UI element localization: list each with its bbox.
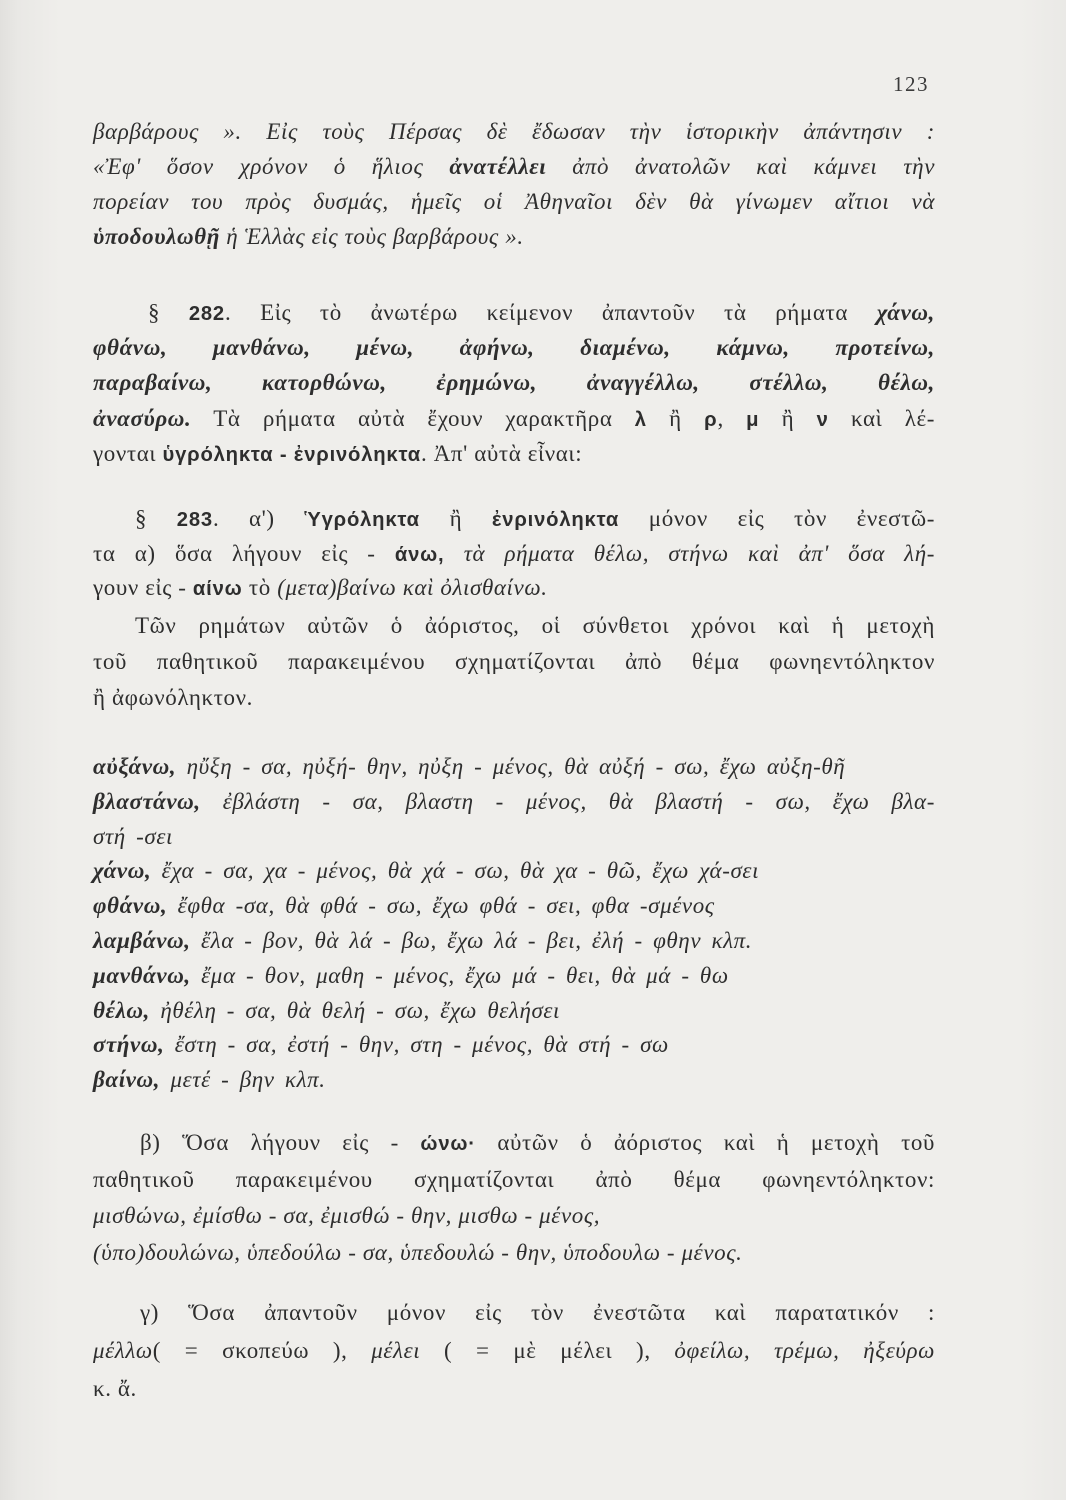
bold-italic-term: χάνω, [93, 858, 152, 884]
italic-text: ηὔξη - σα, ηὐξή- θην, ηὐξη - μένος, θὰ αὐξή - σω, ἔχω αὐξη-θῆ [176, 754, 846, 779]
section-282-paragraph [93, 295, 935, 471]
bold-italic-term: χάνω, [876, 300, 935, 325]
text-run: τοῦ παθητικοῦ παρακειμένου σχηματίζονται ἀπὸ θέμα φωνηεντόληκτον [93, 649, 935, 674]
italic-text: ἠθέλη - σα, θὰ θελή - σω, ἔχω θελήσει [149, 997, 561, 1023]
bold-italic-term: βλαστάνω, [93, 788, 201, 814]
text-run: ἢ ἀφωνόληκτον. [93, 685, 253, 710]
italic-text: ἔστη - σα, ἐστή - θην, στη - μένος, θὰ στή - σω [164, 1032, 669, 1058]
text-run: . Ἀπ' αὐτὰ εἶναι: [421, 440, 583, 466]
text-run: τὸ [242, 575, 278, 600]
bold-italic-term: ὑποδουλωθῇ [93, 224, 220, 249]
bold-italic-term: στήνω, [93, 1032, 165, 1058]
italic-text: (μετα)βαίνω καὶ ὀλισθαίνω. [277, 575, 548, 600]
section-282-line [93, 330, 935, 365]
italic-text: μετέ - βην κλπ. [160, 1067, 326, 1093]
bold-term: ἐνρινόληκτα [491, 509, 620, 531]
italic-text: ἐβλάστη - σα, βλαστη - μένος, θὰ βλαστή - σω, ἔχω βλα- [200, 788, 935, 814]
beta-example-line [93, 1234, 935, 1271]
bold-italic-term: λαμβάνω, [93, 927, 191, 953]
quote-line [93, 114, 935, 149]
text-run: ἢ [419, 506, 492, 531]
text-run: τα α) ὅσα λήγουν εἰς - [93, 540, 395, 566]
italic-text: μισθώνω, ἐμίσθω - σα, ἐμισθώ - θην, μισθω - μένος, [93, 1203, 601, 1228]
bold-italic-term: ἀνατέλλει [449, 154, 547, 179]
text-run: γ) Ὅσα ἀπαντοῦν μόνον εἰς τὸν ἐνεστῶτα καὶ παρατατικόν : [140, 1300, 935, 1325]
section-282-line [93, 436, 935, 471]
text-run: μόνον εἰς τὸν ἐνεστῶ- [619, 506, 935, 531]
beta-example-line [93, 1197, 935, 1234]
quote-paragraph [93, 114, 935, 254]
bold-term: ρ [704, 408, 718, 431]
italic-text: ἡ Ἑλλὰς εἰς τοὺς βαρβάρους ». [219, 224, 524, 249]
text-run: καὶ λέ- [828, 405, 936, 431]
text-run: ἢ [646, 405, 705, 431]
verb-entry-line [93, 820, 935, 855]
italic-text: βαρβάρους ». Εἰς τοὺς Πέρσας δὲ ἔδωσαν τὴν ἱστορικὴν ἀπάντησιν : [93, 119, 935, 144]
verb-entry-line [93, 1063, 935, 1098]
section-283-rule-line [93, 644, 935, 680]
text-run: § [135, 506, 177, 531]
text-run: Τὰ ρήματα αὐτὰ ἔχουν χαρακτῆρα [191, 405, 635, 431]
text-run: γονται [93, 440, 163, 466]
bold-term: 282 [188, 303, 225, 325]
bold-italic-term: παραβαίνω, κατορθώνω, ἐρημώνω, ἀναγγέλλω, στέλλω, θέλω, [93, 370, 935, 396]
verb-entry-line [93, 959, 935, 994]
italic-text: ἔφθα -σα, θὰ φθά - σω, ἔχω φθά - σει, φθα -σμένος [167, 893, 715, 919]
verb-conjugation-list [93, 750, 935, 1098]
page-number: 123 [893, 72, 929, 96]
verb-entry-line [93, 994, 935, 1029]
verb-entry-line [93, 924, 935, 959]
verb-entry-line [93, 1028, 935, 1063]
section-283-paragraph [93, 502, 935, 606]
italic-text: μέλει [371, 1338, 421, 1363]
italic-text: (ὑπο)δουλώνω, ὑπεδούλω - σα, ὑπεδουλώ - θην, ὑποδουλω - μένος. [93, 1240, 743, 1265]
section-283-beta-examples [93, 1197, 935, 1271]
text-run: β) Ὅσα λήγουν εἰς - [140, 1130, 421, 1155]
bold-italic-term: ἀνασύρω. [93, 405, 192, 431]
italic-text: «Ἐφ' ὅσον χρόνον ὁ ἥλιος [93, 154, 450, 179]
italic-text: ἔχα - σα, χα - μένος, θὰ χά - σω, θὰ χα - θῶ, ἔχω χά-σει [151, 858, 760, 884]
italic-text: τὰ ρήματα θέλω, στήνω καὶ ἀπ' ὅσα λή- [444, 540, 935, 566]
italic-text: μέλλω [93, 1338, 153, 1363]
bold-term: λ [634, 408, 647, 431]
bold-term: ν [816, 408, 829, 431]
text-run: ἢ [759, 405, 817, 431]
bold-italic-term: βαίνω, [93, 1067, 161, 1093]
section-283-beta-line [93, 1125, 935, 1162]
bold-italic-term: φθάνω, [93, 893, 168, 919]
text-run: ( = σκοπεύω ), [152, 1338, 372, 1363]
quote-line [93, 184, 935, 219]
text-run: Τῶν ρημάτων αὐτῶν ὁ ἀόριστος, οἱ σύνθετοι χρόνοι καὶ ἡ μετοχὴ [135, 613, 935, 638]
bold-term: ὑγρόληκτα - ἐνρινόληκτα [162, 443, 422, 466]
text-run: παθητικοῦ παρακειμένου σχηματίζονται ἀπὸ θέμα φωνηεντόληκτον: [93, 1166, 935, 1192]
section-283-rule-line [93, 680, 935, 716]
text-run: § [148, 300, 189, 325]
bold-term: αίνω [192, 578, 243, 600]
section-283-gamma-line [93, 1294, 935, 1332]
verb-entry-line [93, 854, 935, 889]
section-282-line [93, 295, 935, 330]
section-283-beta-line [93, 1162, 935, 1199]
section-283-gamma-line [93, 1332, 935, 1370]
section-283-line [93, 537, 935, 572]
section-283-gamma-line [93, 1370, 935, 1408]
italic-text: ἀπὸ ἀνατολῶν καὶ κάμνει τὴν [546, 154, 935, 179]
bold-term: 283 [176, 509, 213, 531]
section-283-line [93, 502, 935, 537]
verb-entry-line [93, 889, 935, 924]
text-run: ( = μὲ μέλει ), [420, 1338, 675, 1363]
quote-line [93, 149, 935, 184]
italic-text: ἔμα - θον, μαθη - μένος, ἔχω μά - θει, θὰ μά - θω [190, 962, 729, 988]
bold-italic-term: μανθάνω, [93, 962, 191, 988]
section-283-rule-paragraph [93, 608, 935, 716]
quote-line [93, 219, 935, 254]
section-282-line [93, 401, 935, 436]
section-282-line [93, 365, 935, 400]
italic-text: ἔλα - βον, θὰ λά - βω, ἔχω λά - βει, ἐλή - φθην κλπ. [190, 927, 753, 953]
text-run: . α') [212, 506, 305, 531]
bold-italic-term: αὐξάνω, [93, 754, 177, 779]
section-283-rule-line [93, 608, 935, 644]
bold-term: Ὑγρόληκτα [304, 509, 420, 531]
text-run: , [717, 405, 747, 431]
text-run: . Εἰς τὸ ἀνωτέρω κείμενον ἀπαντοῦν τὰ ρήματα [225, 300, 877, 325]
section-283-gamma-paragraph [93, 1294, 935, 1408]
italic-text: ὀφείλω, τρέμω, ἠξεύρω [674, 1338, 935, 1363]
italic-text: πορείαν του πρὸς δυσμάς, ἡμεῖς οἱ Ἀθηναῖοι δὲν θὰ γίνωμεν αἴτιοι νὰ [93, 189, 935, 214]
verb-entry-line [93, 750, 935, 785]
section-283-beta-paragraph [93, 1125, 935, 1198]
text-run: γουν εἰς - [93, 575, 193, 600]
verb-entry-line [93, 785, 935, 820]
bold-italic-term: θέλω, [93, 997, 150, 1023]
text-run: κ. ἄ. [93, 1376, 137, 1401]
bold-italic-term: φθάνω, μανθάνω, μένω, ἀφήνω, διαμένω, κάμνω, προτείνω, [93, 335, 935, 361]
bold-term: μ [746, 408, 760, 431]
bold-term: άνω, [394, 543, 445, 566]
bold-term: ώνω· [420, 1133, 476, 1155]
italic-text: στή -σει [93, 823, 173, 849]
section-283-line [93, 571, 935, 606]
text-run: αὐτῶν ὁ ἀόριστος καὶ ἡ μετοχὴ τοῦ [475, 1130, 936, 1155]
